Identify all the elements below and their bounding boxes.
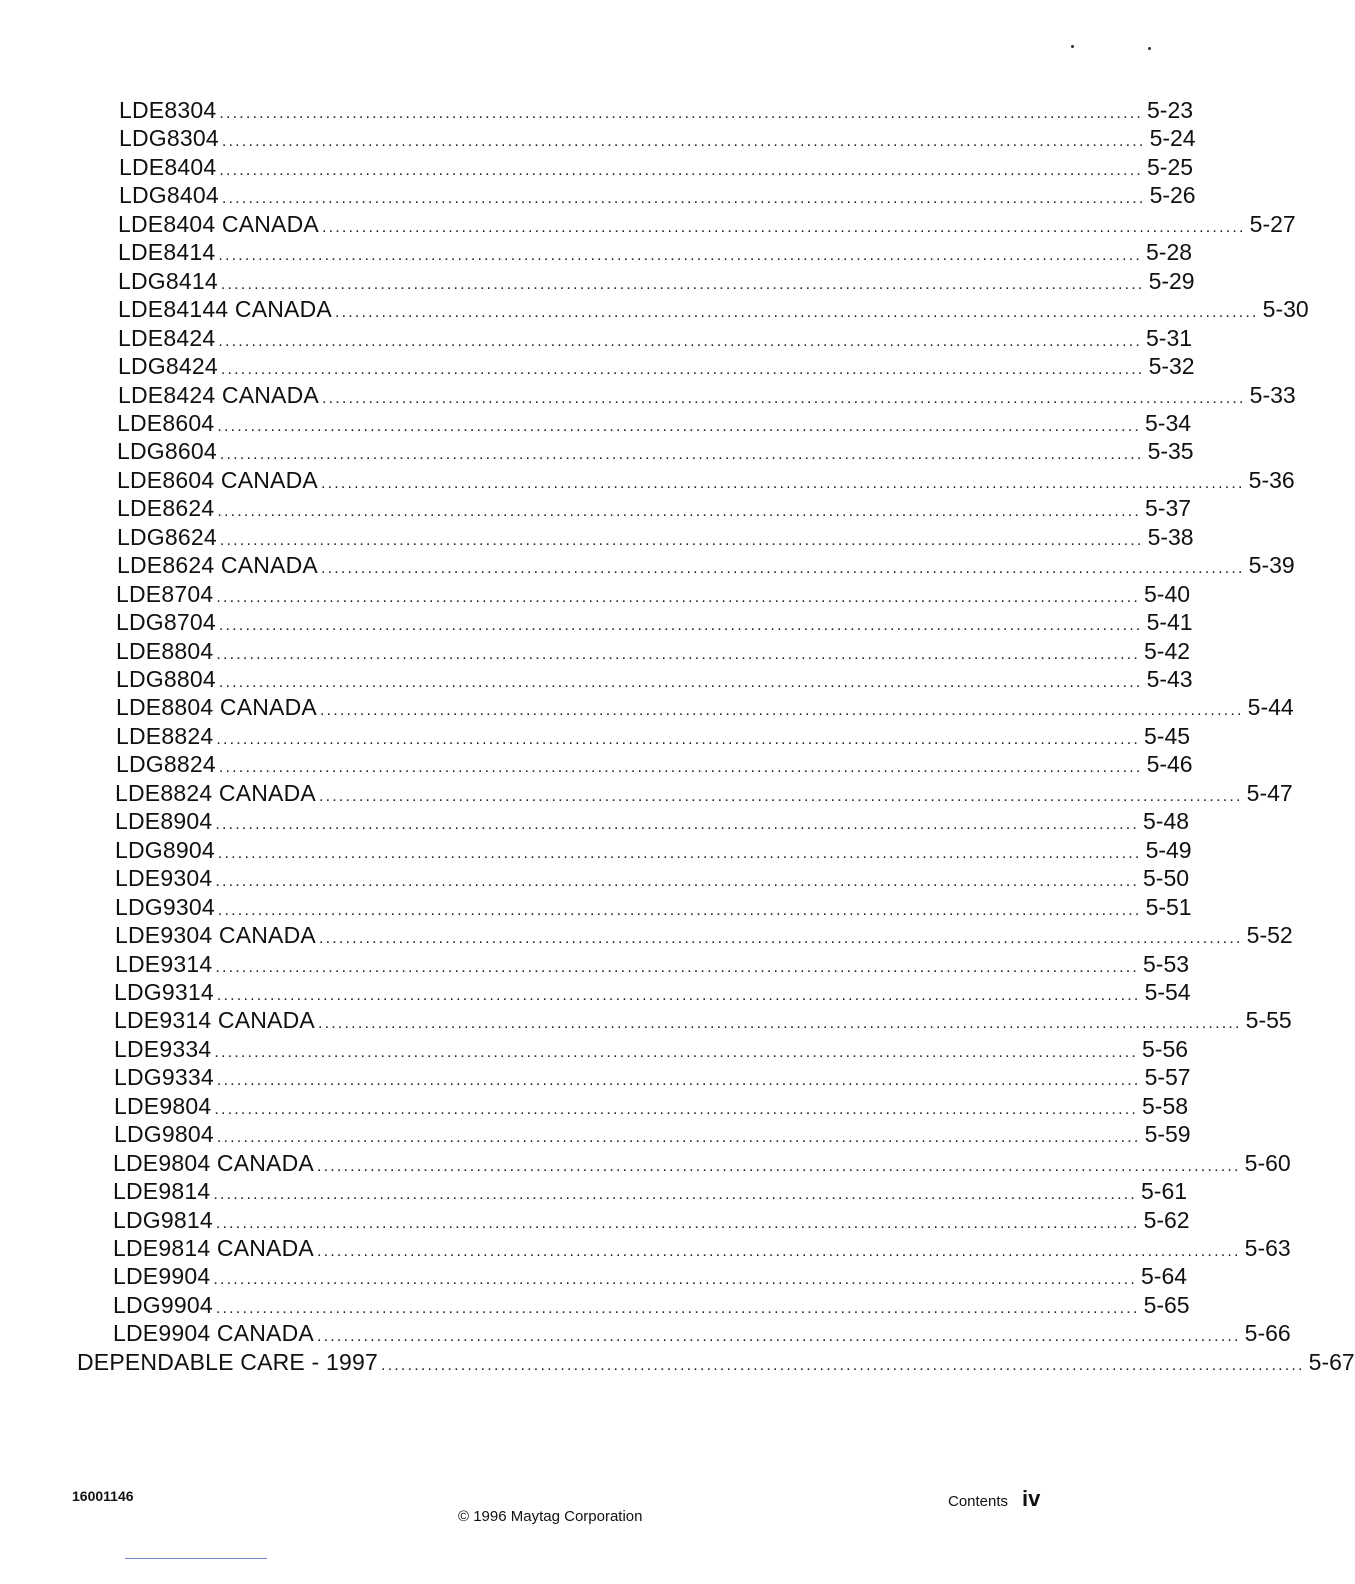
toc-dot-leader: ...........................................................................................................................................	[215, 1300, 1140, 1317]
toc-dot-leader: ...........................................................................................................................................	[214, 1044, 1139, 1061]
toc-entry-label: LDG8414	[118, 268, 218, 294]
toc-entry-label: LDE9904	[113, 1263, 211, 1289]
toc-entry	[118, 238, 1193, 266]
toc-entry	[114, 1035, 1189, 1063]
toc-dot-leader: ...........................................................................................................................................	[215, 959, 1140, 976]
toc-entry-label: LDE8904	[115, 808, 213, 834]
toc-entry	[117, 437, 1194, 465]
toc-entry-page: 5-57	[1144, 1064, 1191, 1090]
toc-entry	[118, 210, 1296, 238]
footer-page-info	[948, 1486, 1040, 1512]
toc-dot-leader: ...........................................................................................................................................	[320, 560, 1245, 577]
toc-entry-label: DEPENDABLE CARE - 1997	[77, 1349, 378, 1375]
toc-dot-leader: ...........................................................................................................................................	[217, 845, 1142, 862]
toc-entry-page: 5-30	[1262, 296, 1309, 322]
toc-dot-leader: ...........................................................................................................................................	[216, 1129, 1141, 1146]
toc-entry	[116, 637, 1191, 665]
toc-entry	[115, 921, 1293, 949]
toc-dot-leader: ...........................................................................................................................................	[216, 589, 1141, 606]
toc-entry-label: LDE8804	[116, 638, 214, 664]
toc-entry-label: LDE8704	[116, 581, 214, 607]
toc-entry-label: LDG8904	[115, 837, 215, 863]
toc-entry	[115, 836, 1192, 864]
toc-entry-label: LDE9814 CANADA	[113, 1235, 314, 1261]
toc-entry-label: LDG8804	[116, 666, 216, 692]
toc-entry	[113, 1291, 1190, 1319]
toc-dot-leader: ...........................................................................................................................................	[218, 674, 1143, 691]
toc-entry-page: 5-60	[1244, 1150, 1291, 1176]
toc-entry	[119, 181, 1196, 209]
footer-document-id: 16001146	[72, 1488, 134, 1504]
toc-entry	[117, 551, 1295, 579]
scan-speck	[1148, 47, 1151, 50]
toc-entry-page: 5-43	[1146, 666, 1193, 692]
toc-dot-leader: ...........................................................................................................................................	[321, 390, 1246, 407]
toc-dot-leader: ...........................................................................................................................................	[321, 219, 1246, 236]
toc-entry	[116, 693, 1294, 721]
toc-entry-label: LDE9804	[114, 1093, 212, 1119]
toc-entry	[119, 124, 1196, 152]
toc-dot-leader: ...........................................................................................................................................	[316, 1328, 1241, 1345]
toc-entry	[116, 580, 1191, 608]
footer-page-number: iv	[1022, 1486, 1041, 1511]
toc-entry-label: LDE8304	[119, 97, 217, 123]
toc-entry-page: 5-67	[1308, 1349, 1355, 1375]
toc-entry	[117, 409, 1192, 437]
toc-dot-leader: ...........................................................................................................................................	[216, 1072, 1141, 1089]
toc-entry-label: LDE8424	[118, 325, 216, 351]
toc-entry	[115, 893, 1192, 921]
toc-dot-leader: ...........................................................................................................................................	[215, 873, 1140, 890]
toc-entry-page: 5-40	[1144, 581, 1191, 607]
toc-entry	[117, 494, 1192, 522]
toc-dot-leader: ...........................................................................................................................................	[220, 361, 1145, 378]
footer-copyright: © 1996 Maytag Corporation	[458, 1508, 643, 1525]
toc-entry-page: 5-53	[1143, 951, 1190, 977]
toc-entry	[113, 1319, 1291, 1347]
toc-dot-leader: ...........................................................................................................................................	[216, 987, 1141, 1004]
toc-entry-page: 5-62	[1143, 1207, 1190, 1233]
toc-entry	[115, 779, 1293, 807]
toc-dot-leader: ...........................................................................................................................................	[219, 446, 1144, 463]
toc-entry-page: 5-56	[1142, 1036, 1189, 1062]
toc-entry	[114, 1120, 1191, 1148]
toc-dot-leader: ...........................................................................................................................................	[318, 930, 1243, 947]
toc-dot-leader: ...........................................................................................................................................	[213, 1186, 1138, 1203]
toc-dot-leader: ...........................................................................................................................................	[218, 247, 1143, 264]
toc-entry-page: 5-34	[1145, 410, 1192, 436]
toc-entry-label: LDE8414	[118, 239, 216, 265]
toc-entry-label: LDE9904 CANADA	[113, 1320, 314, 1346]
toc-dot-leader: ...........................................................................................................................................	[318, 788, 1243, 805]
toc-entry-label: LDE8404	[119, 154, 217, 180]
toc-entry	[119, 153, 1194, 181]
toc-entry-label: LDE9334	[114, 1036, 212, 1062]
toc-entry-label: LDE8824	[116, 723, 214, 749]
toc-entry	[118, 352, 1195, 380]
toc-dot-leader: ...........................................................................................................................................	[219, 162, 1144, 179]
toc-dot-leader: ...........................................................................................................................................	[218, 333, 1143, 350]
toc-entry-label: LDG9304	[115, 894, 215, 920]
toc-dot-leader: ...........................................................................................................................................	[219, 532, 1144, 549]
toc-entry-page: 5-26	[1149, 182, 1196, 208]
toc-dot-leader: ...........................................................................................................................................	[316, 1243, 1241, 1260]
toc-dot-leader: ...........................................................................................................................................	[380, 1357, 1305, 1374]
toc-entry-page: 5-59	[1144, 1121, 1191, 1147]
toc-dot-leader: ...........................................................................................................................................	[217, 902, 1142, 919]
toc-entry	[116, 750, 1193, 778]
toc-entry-label: LDE84144 CANADA	[118, 296, 332, 322]
toc-dot-leader: ...........................................................................................................................................	[317, 1015, 1242, 1032]
toc-entry-label: LDE8404 CANADA	[118, 211, 319, 237]
toc-entry	[113, 1206, 1190, 1234]
toc-entry-page: 5-55	[1245, 1007, 1292, 1033]
toc-entry-page: 5-63	[1244, 1235, 1291, 1261]
toc-entry-page: 5-29	[1148, 268, 1195, 294]
toc-entry-page: 5-24	[1149, 125, 1196, 151]
toc-entry-page: 5-36	[1248, 467, 1295, 493]
toc-entry	[113, 1149, 1291, 1177]
toc-entry-label: LDE8424 CANADA	[118, 382, 319, 408]
toc-entry	[114, 978, 1191, 1006]
toc-entry-page: 5-42	[1144, 638, 1191, 664]
toc-entry	[114, 1063, 1191, 1091]
toc-dot-leader: ...........................................................................................................................................	[219, 105, 1144, 122]
toc-entry-page: 5-47	[1246, 780, 1293, 806]
toc-section-entry	[77, 1348, 1355, 1376]
toc-dot-leader: ...........................................................................................................................................	[216, 731, 1141, 748]
toc-entry-label: LDE9814	[113, 1178, 211, 1204]
toc-entry-label: LDE9314	[115, 951, 213, 977]
toc-dot-leader: ...........................................................................................................................................	[215, 816, 1140, 833]
toc-entry-label: LDG8624	[117, 524, 217, 550]
toc-entry-label: LDE8604 CANADA	[117, 467, 318, 493]
toc-dot-leader: ...........................................................................................................................................	[217, 503, 1142, 520]
toc-entry	[114, 1006, 1292, 1034]
toc-entry	[116, 608, 1193, 636]
toc-entry-page: 5-25	[1147, 154, 1194, 180]
toc-entry-page: 5-65	[1143, 1292, 1190, 1318]
toc-entry-page: 5-64	[1141, 1263, 1188, 1289]
toc-entry-label: LDE8804 CANADA	[116, 694, 317, 720]
toc-entry-page: 5-39	[1248, 552, 1295, 578]
toc-dot-leader: ...........................................................................................................................................	[216, 646, 1141, 663]
scan-artifact-line	[125, 1558, 267, 1559]
toc-entry-label: LDE9304	[115, 865, 213, 891]
toc-entry-page: 5-45	[1144, 723, 1191, 749]
scan-speck	[1071, 45, 1074, 48]
toc-dot-leader: ...........................................................................................................................................	[320, 475, 1245, 492]
toc-entry	[116, 722, 1191, 750]
toc-entry-label: LDG9904	[113, 1292, 213, 1318]
toc-entry-page: 5-61	[1141, 1178, 1188, 1204]
toc-entry	[116, 665, 1193, 693]
toc-entry-page: 5-27	[1249, 211, 1296, 237]
toc-entry-page: 5-37	[1145, 495, 1192, 521]
toc-entry	[115, 807, 1190, 835]
toc-entry-label: LDG9334	[114, 1064, 214, 1090]
toc-entry-page: 5-51	[1145, 894, 1192, 920]
toc-entry	[115, 950, 1190, 978]
toc-entry-page: 5-48	[1143, 808, 1190, 834]
toc-dot-leader: ...........................................................................................................................................	[221, 190, 1146, 207]
toc-entry-label: LDE8824 CANADA	[115, 780, 316, 806]
toc-dot-leader: ...........................................................................................................................................	[220, 276, 1145, 293]
toc-entry-label: LDG8704	[116, 609, 216, 635]
toc-entry-label: LDG8404	[119, 182, 219, 208]
toc-entry-label: LDG8604	[117, 438, 217, 464]
toc-dot-leader: ...........................................................................................................................................	[215, 1215, 1140, 1232]
toc-dot-leader: ...........................................................................................................................................	[214, 1101, 1139, 1118]
toc-entry	[117, 466, 1295, 494]
toc-entry	[118, 381, 1296, 409]
toc-entry-page: 5-41	[1146, 609, 1193, 635]
footer-section-name: Contents	[948, 1493, 1009, 1510]
toc-entry	[113, 1262, 1188, 1290]
toc-entry-page: 5-32	[1148, 353, 1195, 379]
toc-entry-page: 5-31	[1146, 325, 1193, 351]
toc-entry-page: 5-50	[1143, 865, 1190, 891]
toc-dot-leader: ...........................................................................................................................................	[218, 617, 1143, 634]
toc-entry-page: 5-35	[1147, 438, 1194, 464]
toc-entry-page: 5-38	[1147, 524, 1194, 550]
toc-entry	[113, 1234, 1291, 1262]
toc-entry	[118, 267, 1195, 295]
toc-entry	[115, 864, 1190, 892]
toc-entry-label: LDE8624	[117, 495, 215, 521]
toc-entry-label: LDG8824	[116, 751, 216, 777]
toc-dot-leader: ...........................................................................................................................................	[316, 1158, 1241, 1175]
toc-entry	[114, 1092, 1189, 1120]
toc-entry-page: 5-49	[1145, 837, 1192, 863]
toc-entry-page: 5-46	[1146, 751, 1193, 777]
toc-dot-leader: ...........................................................................................................................................	[213, 1271, 1138, 1288]
toc-entry-label: LDG9814	[113, 1207, 213, 1233]
toc-entry-page: 5-28	[1146, 239, 1193, 265]
toc-entry-label: LDE9314 CANADA	[114, 1007, 315, 1033]
toc-entry-label: LDG8424	[118, 353, 218, 379]
toc-entry	[117, 523, 1194, 551]
toc-entry-page: 5-58	[1142, 1093, 1189, 1119]
toc-entry-label: LDG8304	[119, 125, 219, 151]
toc-entry	[113, 1177, 1188, 1205]
toc-entry-label: LDE9304 CANADA	[115, 922, 316, 948]
toc-dot-leader: ...........................................................................................................................................	[334, 304, 1259, 321]
toc-entry-label: LDG9314	[114, 979, 214, 1005]
toc-dot-leader: ...........................................................................................................................................	[221, 133, 1146, 150]
toc-entry-page: 5-44	[1247, 694, 1294, 720]
toc-entry	[118, 295, 1309, 323]
toc-entry-label: LDG9804	[114, 1121, 214, 1147]
toc-dot-leader: ...........................................................................................................................................	[217, 418, 1142, 435]
toc-entry-label: LDE9804 CANADA	[113, 1150, 314, 1176]
toc-entry-page: 5-52	[1246, 922, 1293, 948]
toc-entry-label: LDE8624 CANADA	[117, 552, 318, 578]
toc-dot-leader: ...........................................................................................................................................	[218, 759, 1143, 776]
toc-entry	[119, 96, 1194, 124]
toc-entry-page: 5-23	[1147, 97, 1194, 123]
toc-dot-leader: ...........................................................................................................................................	[319, 702, 1244, 719]
toc-entry-label: LDE8604	[117, 410, 215, 436]
toc-entry-page: 5-54	[1144, 979, 1191, 1005]
toc-entry	[118, 324, 1193, 352]
toc-entry-page: 5-33	[1249, 382, 1296, 408]
toc-entry-page: 5-66	[1244, 1320, 1291, 1346]
